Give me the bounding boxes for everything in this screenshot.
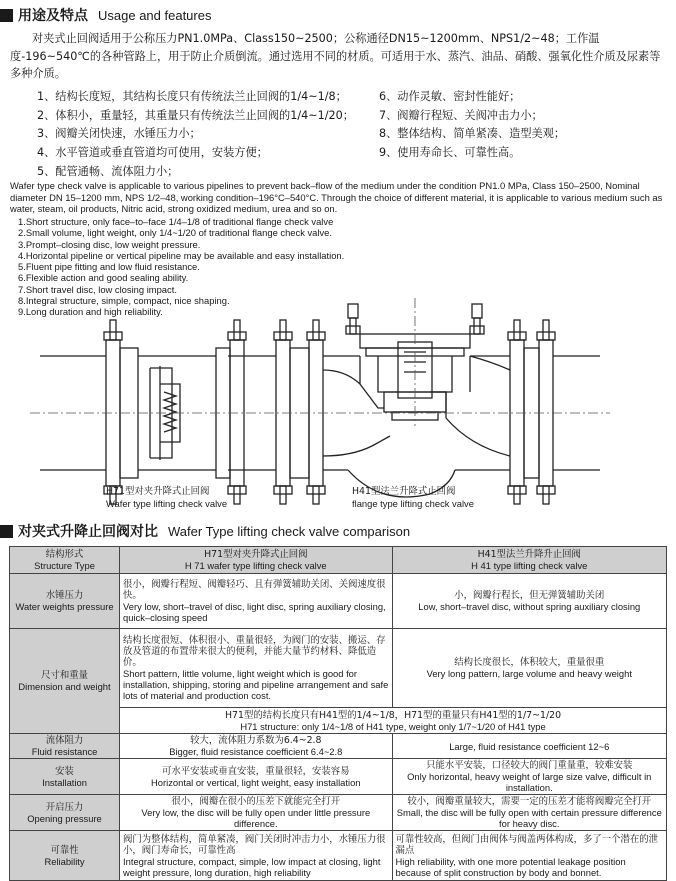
cell-h71-dimension	[120, 629, 393, 708]
comparison-title-cn: 对夹式升降止回阀对比	[18, 524, 158, 540]
cell-h41-reliability	[392, 831, 666, 881]
usage-title-en: Usage and features	[98, 7, 212, 23]
row-header-installation	[10, 759, 120, 795]
row-header-water-weights	[10, 574, 120, 629]
feature-item-en: 1.Short structure, only face–to–face 1/4–1/8 of traditional flange check valve	[18, 216, 334, 227]
cell-text: 水锤压力	[45, 590, 84, 601]
cell-text: Horizontal or vertical, light weight, easy installation	[151, 776, 361, 788]
row-header-dimension	[10, 629, 120, 734]
cell-text: 结构形式	[45, 549, 84, 560]
cell-text: Short pattern, little volume, light weight which is good for installation, shipping, storing and pipeline arrangement and safe lots of material and production cost.	[123, 668, 389, 701]
cell-text: Very long pattern, large volume and heavy weight	[426, 668, 632, 679]
feature-item: 4、水平管道或垂直管道均可使用，安装方便；	[37, 146, 268, 160]
cell-h71-water	[120, 574, 393, 629]
cell-text: Low, short–travel disc, without spring auxiliary closing	[418, 601, 641, 612]
cell-text: 可靠性	[50, 844, 79, 856]
row-header-reliability	[10, 831, 120, 881]
feature-item: 1、结构长度短，其结构长度只有传统法兰止回阀的1/4~1/8；	[37, 90, 347, 103]
feature-item-en: 8.Integral structure, simple, compact, nice shaping.	[18, 295, 230, 307]
feature-item: 2、体积小，重量轻，其重量只有传统法兰止回阀的1/4~1/20；	[37, 108, 354, 122]
cell-text: 可靠性较高，但阀门由阀体与阀盖两体构成，多了一个潜在的泄漏点	[395, 833, 659, 856]
cell-h71-installation	[120, 759, 393, 795]
h41-caption-en: flange type lifting check valve	[352, 497, 474, 509]
h71-caption	[106, 486, 227, 509]
cell-text: Reliability	[44, 855, 85, 867]
feature-item: 6、动作灵敏、密封性能好；	[379, 90, 521, 103]
cell-text: High reliability, with one more potential leakage position because of split construction by body and bonnet.	[395, 855, 626, 878]
header-h41	[392, 547, 666, 574]
intro-paragraph-en: Wafer type check valve is applicable to various pipelines to prevent back–flow of the medium under the condition PN1.0 MPa, Class 150–2500, Nominal diameter DN 15–1200 mm, NPS 1/2–48, working condition–196°C–540°C. Through the choice of different material, it is applicable to various medium such as water, steam, oil products, Nitric acid, strong oxidized medium, urea and so on.	[10, 180, 663, 215]
table-row	[10, 547, 667, 574]
intro-paragraph-cn: 对夹式止回阀适用于公称压力PN1.0MPa、Class150~2500；公称通径DN15~1200mm、NPS1/2~48；工作温度-196~540℃的各种管路上，用于防止介质倒流。通过选用不同的材质。可适用于水、蒸汽、油品、硝酸、强氧化性介质及尿素等多种介质。	[10, 32, 661, 80]
cell-h41-installation	[392, 759, 666, 795]
cell-h41-fluid	[392, 734, 666, 759]
table-row	[10, 759, 667, 795]
cell-text: 流体阻力	[45, 735, 84, 746]
cell-text: H71型的结构长度只有H41型的1/4~1/8，H71型的重量只有H41型的1/7~1/20	[224, 709, 562, 721]
cell-text: Large, fluid resistance coefficient 12~6	[449, 740, 610, 752]
cell-text: 尺寸和重量	[41, 670, 88, 681]
cell-text: 阀门为整体结构，简单紧凑，阀门关闭时冲击力小，水锤压力很小，阀门寿命长，可靠性高	[123, 833, 386, 856]
cell-h71-reliability	[120, 831, 393, 881]
feature-item: 9、使用寿命长、可靠性高。	[379, 146, 521, 160]
h41-caption	[352, 486, 474, 509]
table-row	[10, 574, 667, 629]
usage-title-cn: 用途及特点	[18, 8, 88, 24]
cell-text: H 41 type lifting check valve	[471, 560, 588, 571]
cell-text: Fluid resistance	[31, 746, 98, 757]
feature-item-en: 4.Horizontal pipeline or vertical pipeline may be available and easy installation.	[18, 249, 345, 261]
cell-text: Small, the disc will be fully open with certain pressure difference for heavy disc.	[396, 807, 662, 829]
table-row	[10, 734, 667, 759]
feature-item-en: 2.Small volume, light weight, only 1/4~1/20 of traditional flange check valve.	[18, 227, 332, 239]
feature-item: 7、阀瓣行程短、关阀冲击力小；	[379, 108, 543, 122]
features-list-left	[37, 88, 354, 182]
cell-text: Structure Type	[34, 560, 95, 571]
cell-text: H 71 wafer type lifting check valve	[184, 560, 327, 571]
cell-text: 较小，阀瓣重量较大，需要一定的压差才能将阀瓣完全打开	[407, 796, 652, 807]
table-row	[10, 831, 667, 881]
feature-item-en: 5.Fluent pipe fitting and low fluid resistance.	[18, 261, 200, 273]
header-h71	[120, 547, 393, 574]
square-bullet-icon	[0, 9, 13, 22]
cell-text: 较大，流体阻力系数为6.4~2.8	[190, 735, 322, 746]
features-list-right	[379, 88, 565, 163]
cell-text: Integral structure, compact, simple, low impact at closing, light weight pressure, long duration, high reliability	[123, 855, 381, 878]
usage-section-heading	[0, 5, 211, 25]
cell-text: 开启压力	[45, 801, 84, 813]
cell-text: 很小，阀瓣在很小的压差下就能完全打开	[171, 796, 341, 807]
cell-text: 可水平安装或垂直安装，重量很轻，安装容易	[162, 765, 350, 777]
feature-item-en: 7.Short travel disc, low closing impact.	[18, 283, 177, 295]
cell-text: 结构长度很短、体积很小、重量很轻，为阀门的安装、搬运、存放及管道的布置带来很大的便利，并能大量节约材料、降低造价。	[123, 635, 386, 668]
square-bullet-icon	[0, 525, 13, 538]
row-header-opening-pressure	[10, 795, 120, 831]
cell-text: Water weights pressure	[15, 601, 114, 612]
h71-caption-en: Wafer type lifting check valve	[106, 497, 228, 509]
cell-text: 安装	[55, 765, 74, 777]
cell-h41-water	[392, 574, 666, 629]
cell-text: 小，阀瓣行程长，但无弹簧辅助关闭	[454, 590, 605, 601]
feature-item-en: 6.Flexible action and good sealing ability.	[18, 272, 189, 284]
cell-h71-opening	[120, 795, 393, 831]
table-row	[10, 629, 667, 708]
cell-text: Bigger, fluid resistance coefficient 6.4~2.8	[169, 746, 343, 757]
cell-text: Installation	[42, 776, 87, 788]
h41-caption-cn: H41型法兰升降式止回阀	[352, 486, 456, 497]
cell-text: Very low, short–travel of disc, light disc, spring auxiliary closing, quick–closing speed	[123, 601, 386, 623]
cell-text: Only horizontal, heavy weight of large size valve, difficult in installation.	[407, 771, 652, 793]
feature-item-en: 9.Long duration and high reliability.	[18, 306, 163, 318]
cell-text: H41型法兰升降升止回阀	[477, 549, 581, 560]
row-header-fluid	[10, 734, 120, 759]
comparison-title-en: Wafer Type lifting check valve comparison	[168, 523, 411, 539]
cell-text: Dimension and weight	[18, 681, 111, 692]
cell-text: Very low, the disc will be fully open under little pressure difference.	[141, 807, 371, 829]
cell-text: 只能水平安装，口径较大的阀门重量重，较难安装	[426, 760, 633, 771]
cell-text: H71 structure: only 1/4~1/8 of H41 type, weight only 1/7~1/20 of H41 type	[240, 720, 546, 732]
cell-text: 结构长度很长，体积较大，重量很重	[454, 657, 605, 668]
cell-h71-fluid	[120, 734, 393, 759]
feature-item: 3、阀瓣关闭快速，水锤压力小；	[37, 127, 201, 141]
feature-item-en: 3.Prompt–closing disc, low weight pressure.	[18, 238, 201, 250]
cell-h41-opening	[392, 795, 666, 831]
cell-h41-dimension	[392, 629, 666, 708]
cell-dimension-note	[120, 708, 667, 734]
feature-item: 5、配管通畅、流体阻力小；	[37, 164, 179, 178]
comparison-table	[9, 546, 667, 881]
cell-text: H71型对夹升降式止回阀	[204, 549, 308, 560]
feature-item: 8、整体结构、简单紧凑、造型美观；	[379, 127, 566, 141]
comparison-section-heading	[0, 521, 410, 541]
header-structure-type	[10, 547, 120, 574]
cell-text: 很小，阀瓣行程短、阀瓣轻巧、且有弹簧辅助关闭、关阀速度很快。	[123, 579, 386, 601]
table-row	[10, 795, 667, 831]
cell-text: Opening pressure	[27, 812, 102, 824]
h71-caption-cn: H71型对夹升降式止回阀	[106, 486, 210, 497]
valve-comparison-drawing	[0, 296, 676, 516]
